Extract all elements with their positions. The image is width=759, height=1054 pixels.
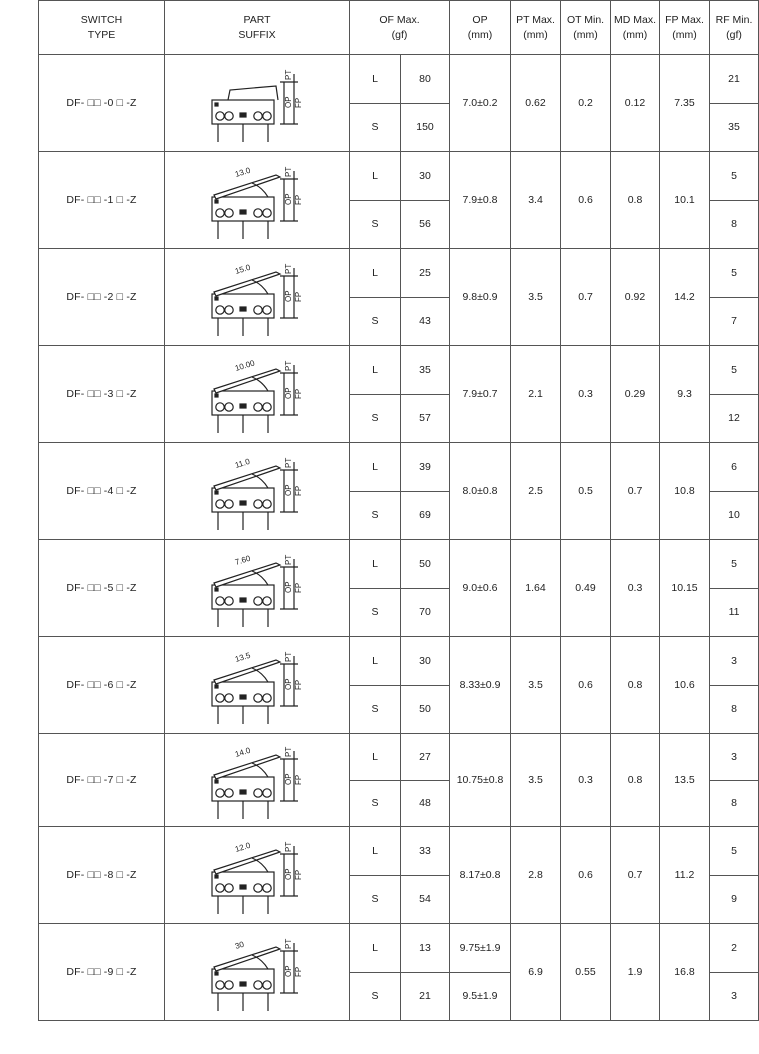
switch-type-suffix: -Z — [126, 773, 137, 786]
of-variant-label: L — [350, 346, 401, 395]
of-variant-label: S — [350, 201, 401, 249]
of-max-value: 69 — [401, 492, 450, 540]
of-max-value: 39 — [401, 443, 450, 492]
switch-type-suffix: -Z — [126, 484, 137, 497]
op-dimension-label: OP — [284, 387, 293, 399]
header-row — [39, 1, 759, 55]
table-row — [39, 152, 759, 201]
part-suffix-drawing — [165, 827, 350, 924]
table-row — [39, 924, 759, 973]
of-max-value: 70 — [401, 589, 450, 637]
switch-type-suffix: -Z — [126, 965, 137, 978]
of-max-value: 150 — [401, 104, 450, 152]
rf-min-value: 5 — [710, 152, 759, 201]
lever-length-label: 11.0 — [233, 456, 251, 470]
switch-type-prefix: DF- — [66, 581, 85, 594]
lever-length-label: 7.60 — [233, 553, 252, 567]
switch-drawing — [202, 737, 312, 823]
md-max-value: 0.8 — [611, 734, 660, 827]
pt-dimension-label: PT — [284, 263, 293, 274]
of-variant-label: S — [350, 395, 401, 443]
switch-type-cell: DF- □□ -3 □ -Z — [39, 346, 165, 443]
op-value: 9.5±1.9 — [450, 973, 511, 1021]
switch-drawing — [202, 157, 312, 243]
table-row — [39, 346, 759, 395]
pt-max-value: 1.64 — [511, 540, 561, 637]
switch-type-suffix: -Z — [126, 868, 137, 881]
lever-length-label: 12.0 — [233, 840, 252, 854]
of-variant-label: S — [350, 298, 401, 346]
md-max-value: 0.8 — [611, 152, 660, 249]
op-value: 9.0±0.6 — [450, 540, 511, 637]
op-dimension-label: OP — [284, 678, 293, 690]
pt-max-value: 3.5 — [511, 637, 561, 734]
of-max-value: 21 — [401, 973, 450, 1021]
table-row — [39, 443, 759, 492]
table-row — [39, 55, 759, 104]
rf-min-value: 12 — [710, 395, 759, 443]
pt-max-value: 2.8 — [511, 827, 561, 924]
op-dimension-label: OP — [284, 965, 293, 977]
op-value: 8.17±0.8 — [450, 827, 511, 924]
rf-min-value: 9 — [710, 876, 759, 924]
op-dimension-label: OP — [284, 290, 293, 302]
fp-max-value: 16.8 — [660, 924, 710, 1021]
part-suffix-drawing — [165, 346, 350, 443]
of-variant-label: L — [350, 637, 401, 686]
op-value: 7.9±0.7 — [450, 346, 511, 443]
switch-drawing — [202, 832, 312, 918]
op-dimension-label: OP — [284, 193, 293, 205]
fp-dimension-label: FP — [294, 582, 303, 593]
ot-min-value: 0.6 — [561, 827, 611, 924]
ot-min-value: 0.6 — [561, 152, 611, 249]
op-dimension-label: OP — [284, 484, 293, 496]
lever-length-label: 13.5 — [233, 650, 252, 664]
pt-max-value: 3.4 — [511, 152, 561, 249]
of-max-value: 30 — [401, 637, 450, 686]
of-variant-label: L — [350, 827, 401, 876]
pt-dimension-label: PT — [284, 166, 293, 177]
op-value: 8.0±0.8 — [450, 443, 511, 540]
table-row — [39, 637, 759, 686]
ot-min-value: 0.2 — [561, 55, 611, 152]
of-variant-label: S — [350, 492, 401, 540]
rf-min-value: 11 — [710, 589, 759, 637]
of-variant-label: S — [350, 104, 401, 152]
switch-type-cell: DF- □□ -6 □ -Z — [39, 637, 165, 734]
rf-min-value: 8 — [710, 201, 759, 249]
op-dimension-label: OP — [284, 581, 293, 593]
switch-type-suffix: -Z — [126, 581, 137, 594]
lever-length-label: 30 — [233, 939, 246, 951]
switch-type-code: -0 — [103, 96, 114, 109]
pt-max-value: 3.5 — [511, 734, 561, 827]
switch-type-suffix: -Z — [126, 193, 137, 206]
lever-length-label: 15.0 — [233, 262, 252, 276]
ot-min-value: 0.7 — [561, 249, 611, 346]
part-suffix-drawing — [165, 443, 350, 540]
switch-type-suffix: -Z — [126, 290, 137, 303]
switch-drawing — [202, 642, 312, 728]
fp-dimension-label: FP — [294, 291, 303, 302]
md-max-value: 0.3 — [611, 540, 660, 637]
of-max-value: 57 — [401, 395, 450, 443]
of-variant-label: S — [350, 973, 401, 1021]
pt-dimension-label: PT — [284, 554, 293, 565]
switch-drawing — [202, 929, 312, 1015]
ot-min-value: 0.3 — [561, 346, 611, 443]
switch-type-cell: DF- □□ -4 □ -Z — [39, 443, 165, 540]
switch-type-prefix: DF- — [66, 773, 85, 786]
fp-max-value: 10.1 — [660, 152, 710, 249]
of-variant-label: L — [350, 152, 401, 201]
switch-type-code: -1 — [103, 193, 114, 206]
rf-min-value: 10 — [710, 492, 759, 540]
ot-min-value: 0.3 — [561, 734, 611, 827]
md-max-value: 0.92 — [611, 249, 660, 346]
of-max-value: 27 — [401, 734, 450, 781]
pt-max-value: 2.5 — [511, 443, 561, 540]
switch-type-code: -4 — [103, 484, 114, 497]
op-value: 9.8±0.9 — [450, 249, 511, 346]
fp-dimension-label: FP — [294, 966, 303, 977]
md-max-value: 0.8 — [611, 637, 660, 734]
pt-dimension-label: PT — [284, 457, 293, 468]
md-max-value: 0.7 — [611, 827, 660, 924]
switch-type-suffix: -Z — [126, 387, 137, 400]
op-value: 7.0±0.2 — [450, 55, 511, 152]
md-max-value: 0.29 — [611, 346, 660, 443]
rf-min-value: 5 — [710, 249, 759, 298]
of-variant-label: S — [350, 589, 401, 637]
of-max-value: 35 — [401, 346, 450, 395]
switch-type-prefix: DF- — [66, 484, 85, 497]
switch-type-code: -5 — [103, 581, 114, 594]
part-suffix-drawing — [165, 734, 350, 827]
pt-dimension-label: PT — [284, 841, 293, 852]
header-part-suffix: PART SUFFIX — [165, 1, 350, 55]
of-max-value: 56 — [401, 201, 450, 249]
fp-dimension-label: FP — [294, 679, 303, 690]
part-suffix-drawing — [165, 540, 350, 637]
header-switch-type: SWITCH TYPE — [39, 1, 165, 55]
fp-max-value: 10.15 — [660, 540, 710, 637]
op-dimension-label: OP — [284, 773, 293, 785]
of-variant-label: L — [350, 249, 401, 298]
op-dimension-label: OP — [284, 868, 293, 880]
fp-max-value: 10.6 — [660, 637, 710, 734]
header-md-max: MD Max. (mm) — [611, 1, 660, 55]
md-max-value: 1.9 — [611, 924, 660, 1021]
fp-max-value: 10.8 — [660, 443, 710, 540]
switch-type-cell: DF- □□ -9 □ -Z — [39, 924, 165, 1021]
switch-type-cell: DF- □□ -8 □ -Z — [39, 827, 165, 924]
md-max-value: 0.12 — [611, 55, 660, 152]
of-variant-label: L — [350, 924, 401, 973]
part-suffix-drawing — [165, 249, 350, 346]
of-max-value: 50 — [401, 686, 450, 734]
pt-dimension-label: PT — [284, 938, 293, 949]
rf-min-value: 3 — [710, 637, 759, 686]
pt-dimension-label: PT — [284, 746, 293, 757]
op-value: 7.9±0.8 — [450, 152, 511, 249]
lever-length-label: 10.00 — [233, 358, 256, 373]
ot-min-value: 0.55 — [561, 924, 611, 1021]
switch-drawing — [202, 351, 312, 437]
fp-dimension-label: FP — [294, 388, 303, 399]
of-variant-label: L — [350, 55, 401, 104]
switch-drawing — [202, 448, 312, 534]
ot-min-value: 0.6 — [561, 637, 611, 734]
switch-type-prefix: DF- — [66, 965, 85, 978]
switch-type-prefix: DF- — [66, 678, 85, 691]
switch-type-suffix: -Z — [126, 678, 137, 691]
part-suffix-drawing — [165, 637, 350, 734]
switch-type-code: -3 — [103, 387, 114, 400]
header-fp-max: FP Max. (mm) — [660, 1, 710, 55]
rf-min-value: 5 — [710, 540, 759, 589]
table-row — [39, 827, 759, 876]
of-variant-label: S — [350, 876, 401, 924]
fp-dimension-label: FP — [294, 194, 303, 205]
switch-type-cell: DF- □□ -2 □ -Z — [39, 249, 165, 346]
op-dimension-label: OP — [284, 96, 293, 108]
table-row — [39, 734, 759, 781]
pt-max-value: 0.62 — [511, 55, 561, 152]
fp-dimension-label: FP — [294, 774, 303, 785]
fp-dimension-label: FP — [294, 485, 303, 496]
pt-dimension-label: PT — [284, 651, 293, 662]
rf-min-value: 6 — [710, 443, 759, 492]
op-value: 10.75±0.8 — [450, 734, 511, 827]
switch-drawing — [202, 545, 312, 631]
lever-length-label: 14.0 — [233, 745, 252, 759]
rf-min-value: 8 — [710, 781, 759, 827]
switch-type-code: -2 — [103, 290, 114, 303]
spec-table — [38, 0, 759, 1021]
rf-min-value: 3 — [710, 973, 759, 1021]
of-max-value: 48 — [401, 781, 450, 827]
fp-max-value: 11.2 — [660, 827, 710, 924]
part-suffix-drawing — [165, 924, 350, 1021]
switch-type-cell: DF- □□ -7 □ -Z — [39, 734, 165, 827]
fp-dimension-label: FP — [294, 97, 303, 108]
switch-type-code: -6 — [103, 678, 114, 691]
header-rf-min: RF Min. (gf) — [710, 1, 759, 55]
of-variant-label: L — [350, 443, 401, 492]
pt-max-value: 6.9 — [511, 924, 561, 1021]
rf-min-value: 7 — [710, 298, 759, 346]
of-max-value: 50 — [401, 540, 450, 589]
pt-max-value: 2.1 — [511, 346, 561, 443]
switch-type-prefix: DF- — [66, 96, 85, 109]
ot-min-value: 0.49 — [561, 540, 611, 637]
header-pt-max: PT Max. (mm) — [511, 1, 561, 55]
switch-type-code: -7 — [103, 773, 114, 786]
pt-max-value: 3.5 — [511, 249, 561, 346]
fp-max-value: 7.35 — [660, 55, 710, 152]
of-max-value: 30 — [401, 152, 450, 201]
table-row — [39, 540, 759, 589]
switch-type-cell: DF- □□ -0 □ -Z — [39, 55, 165, 152]
rf-min-value: 8 — [710, 686, 759, 734]
pt-dimension-label: PT — [284, 360, 293, 371]
switch-type-code: -8 — [103, 868, 114, 881]
switch-type-prefix: DF- — [66, 193, 85, 206]
of-max-value: 43 — [401, 298, 450, 346]
table-row — [39, 249, 759, 298]
switch-type-code: -9 — [103, 965, 114, 978]
pt-dimension-label: PT — [284, 69, 293, 80]
of-max-value: 25 — [401, 249, 450, 298]
rf-min-value: 2 — [710, 924, 759, 973]
md-max-value: 0.7 — [611, 443, 660, 540]
switch-drawing — [202, 254, 312, 340]
of-max-value: 80 — [401, 55, 450, 104]
of-variant-label: S — [350, 781, 401, 827]
of-max-value: 33 — [401, 827, 450, 876]
fp-dimension-label: FP — [294, 869, 303, 880]
switch-type-prefix: DF- — [66, 387, 85, 400]
fp-max-value: 9.3 — [660, 346, 710, 443]
header-ot-min: OT Min. (mm) — [561, 1, 611, 55]
rf-min-value: 5 — [710, 827, 759, 876]
header-op: OP (mm) — [450, 1, 511, 55]
op-value: 9.75±1.9 — [450, 924, 511, 973]
fp-max-value: 14.2 — [660, 249, 710, 346]
of-variant-label: S — [350, 686, 401, 734]
rf-min-value: 3 — [710, 734, 759, 781]
part-suffix-drawing — [165, 152, 350, 249]
op-value: 8.33±0.9 — [450, 637, 511, 734]
of-variant-label: L — [350, 540, 401, 589]
lever-length-label: 13.0 — [233, 165, 252, 179]
part-suffix-drawing — [165, 55, 350, 152]
rf-min-value: 5 — [710, 346, 759, 395]
of-max-value: 13 — [401, 924, 450, 973]
switch-drawing — [202, 60, 312, 146]
fp-max-value: 13.5 — [660, 734, 710, 827]
switch-type-suffix: -Z — [126, 96, 137, 109]
switch-type-cell: DF- □□ -5 □ -Z — [39, 540, 165, 637]
rf-min-value: 21 — [710, 55, 759, 104]
of-variant-label: L — [350, 734, 401, 781]
ot-min-value: 0.5 — [561, 443, 611, 540]
of-max-value: 54 — [401, 876, 450, 924]
switch-type-prefix: DF- — [66, 290, 85, 303]
rf-min-value: 35 — [710, 104, 759, 152]
switch-type-cell: DF- □□ -1 □ -Z — [39, 152, 165, 249]
header-of-max: OF Max. (gf) — [350, 1, 450, 55]
switch-type-prefix: DF- — [66, 868, 85, 881]
